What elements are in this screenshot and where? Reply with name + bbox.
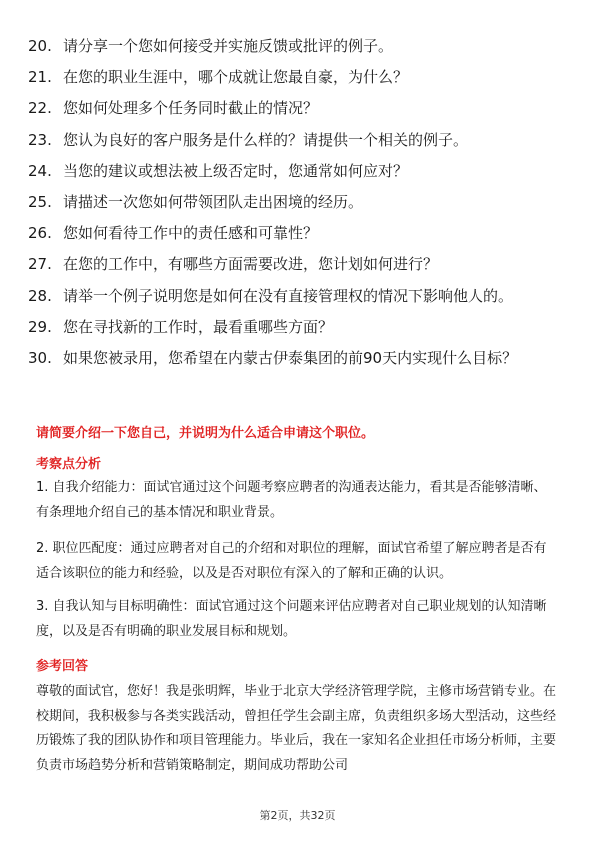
question-item: [28, 67, 568, 87]
question-text: 请描述一次您如何带领团队走出困境的经历。: [63, 192, 364, 211]
analysis-item-1: 1. 自我介绍能力：面试官通过这个问题考察应聘者的沟通表达能力，看其是否能够清晰、有条理地介绍自己的基本情况和职业背景。: [36, 480, 547, 520]
question-item: [28, 317, 568, 337]
answer-title: 参考回答: [36, 659, 89, 674]
question-text: 您在寻找新的工作时，最看重哪些方面？: [63, 317, 334, 336]
analysis-item-3: 3. 自我认知与目标明确性：面试官通过这个问题来评估应聘者对自己职业规划的认知清晰度，以及是否有明确的职业发展目标和规划。: [36, 599, 547, 639]
question-number: 27.: [28, 255, 52, 274]
question-number: 25.: [28, 192, 52, 211]
answer-text: 尊敬的面试官，您好！我是张明辉，毕业于北京大学经济管理学院，主修市场营销专业。在校期间，我积极参与各类实践活动，曾担任学生会副主席，负责组织多场大型活动，这些经历锻炼了我的团队协作和项目管理能力。毕业后，我在一家知名企业担任市场分析师，主要负责市场趋势分析和营销策略制定，期间成功帮助公司: [36, 684, 557, 773]
question-item: [28, 130, 568, 150]
question-number: 20.: [28, 37, 52, 55]
question-number: 26.: [28, 224, 52, 243]
page-footer: 第2页，共32页: [259, 809, 336, 822]
question-item: [28, 161, 568, 181]
question-number: 21.: [28, 68, 52, 87]
question-item: [28, 192, 568, 212]
section-question: 请简要介绍一下您自己，并说明为什么适合申请这个职位。: [36, 426, 375, 441]
question-number: 29.: [28, 317, 52, 336]
question-item: [28, 254, 568, 274]
question-text: 请分享一个您如何接受并实施反馈或批评的例子。: [63, 37, 394, 55]
question-item: [28, 98, 568, 118]
question-text: 您认为良好的客户服务是什么样的？请提供一个相关的例子。: [63, 130, 469, 149]
question-item: [28, 286, 568, 306]
question-item: [28, 223, 568, 243]
question-text: 如果您被录用，您希望在内蒙古伊泰集团的前90天内实现什么目标？: [63, 348, 518, 367]
question-item: [28, 348, 568, 368]
question-number: 30.: [28, 348, 52, 367]
question-number: 22.: [28, 99, 52, 118]
question-text: 在您的职业生涯中，哪个成就让您最自豪，为什么？: [63, 68, 409, 87]
question-number: 23.: [28, 130, 52, 149]
question-list: [28, 36, 568, 379]
question-text: 当您的建议或想法被上级否定时，您通常如何应对？: [63, 161, 409, 180]
question-text: 在您的工作中，有哪些方面需要改进，您计划如何进行？: [63, 255, 439, 274]
question-number: 28.: [28, 286, 52, 305]
question-text: 您如何处理多个任务同时截止的情况？: [63, 99, 319, 118]
question-text: 请举一个例子说明您是如何在没有直接管理权的情况下影响他人的。: [63, 286, 514, 305]
question-text: 您如何看待工作中的责任感和可靠性？: [63, 224, 319, 243]
analysis-title: 考察点分析: [36, 457, 102, 472]
analysis-item-2: 2. 职位匹配度：通过应聘者对自己的介绍和对职位的理解，面试官希望了解应聘者是否有适合该职位的能力和经验，以及是否对职位有深入的了解和正确的认识。: [36, 541, 547, 581]
question-number: 24.: [28, 161, 52, 180]
question-item: [28, 36, 568, 56]
